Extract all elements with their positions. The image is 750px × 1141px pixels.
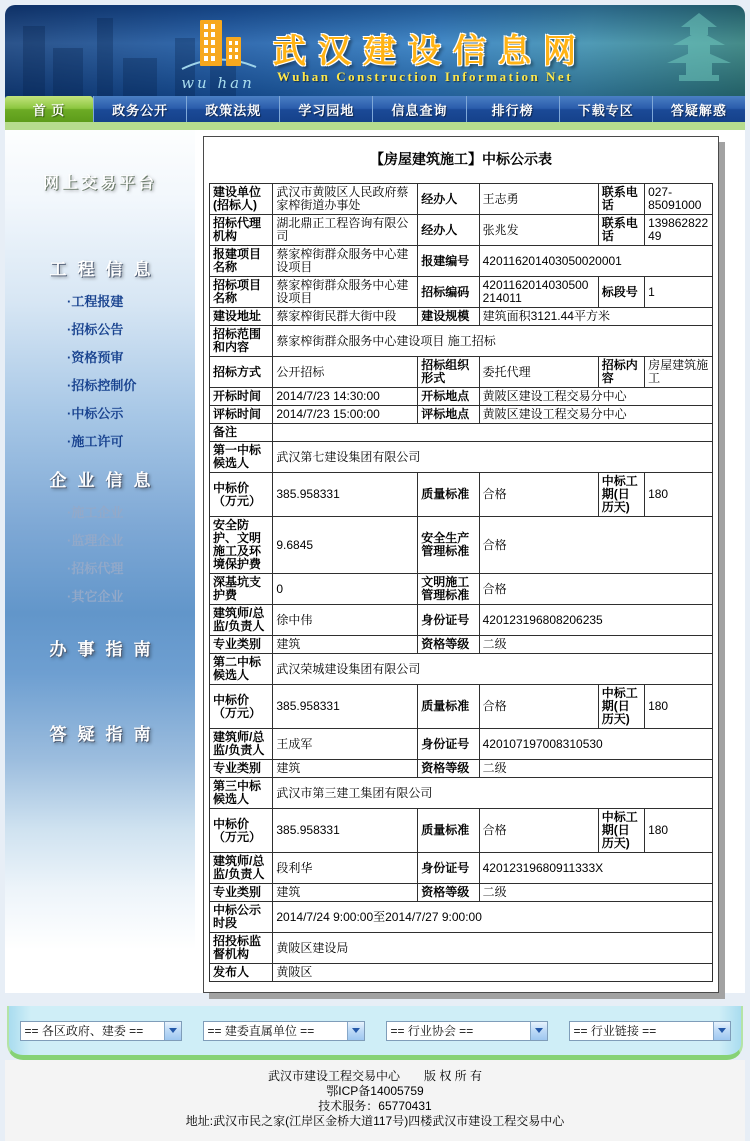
- table-value-cell: 蔡家榨街群众服务中心建设项目: [273, 277, 418, 308]
- nav-tab-6[interactable]: 排行榜: [466, 96, 559, 122]
- site-title: 武汉建设信息网: [273, 32, 588, 69]
- table-label-cell: 中标工期(日历天): [598, 473, 644, 517]
- table-row: [210, 809, 713, 853]
- sidebar-section: [5, 720, 195, 745]
- table-row: [210, 473, 713, 517]
- sidebar-link[interactable]: ·施工许可: [67, 434, 124, 449]
- link-dropdown-1[interactable]: [20, 1021, 182, 1041]
- table-value-cell: 段利华: [273, 853, 418, 884]
- table-value-cell: 合格: [479, 473, 598, 517]
- table-label-cell: 招标组织形式: [418, 357, 479, 388]
- table-row: [210, 853, 713, 884]
- table-label-cell: 招标项目名称: [210, 277, 273, 308]
- table-row: [210, 760, 713, 778]
- table-label-cell: 质量标准: [418, 809, 479, 853]
- table-row: [210, 605, 713, 636]
- sidebar-link[interactable]: ·中标公示: [67, 406, 124, 421]
- footer-line: 技术服务：65770431: [318, 1099, 432, 1113]
- sidebar-link[interactable]: ·监理企业: [67, 533, 124, 548]
- table-value-cell: 蔡家榨街民群大街中段: [273, 308, 418, 326]
- table-value-cell: 委托代理: [479, 357, 598, 388]
- table-value-cell: 2014/7/24 9:00:00至2014/7/27 9:00:00: [273, 902, 713, 933]
- table-row: [210, 442, 713, 473]
- table-label-cell: 质量标准: [418, 685, 479, 729]
- table-label-cell: 身份证号: [418, 853, 479, 884]
- nav-tab-7[interactable]: 下载专区: [559, 96, 652, 122]
- table-value-cell: 385.958331: [273, 685, 418, 729]
- table-value-cell: 武汉市黄陂区人民政府蔡家榨街道办事处: [273, 184, 418, 215]
- table-row: [210, 388, 713, 406]
- table-value-cell: 385.958331: [273, 473, 418, 517]
- table-value-cell: 武汉市第三建工集团有限公司: [273, 778, 713, 809]
- footer-line: 武汉市建设工程交易中心 版 权 所 有: [267, 1069, 482, 1083]
- table-label-cell: 身份证号: [418, 605, 479, 636]
- table-label-cell: 资格等级: [418, 636, 479, 654]
- table-value-cell: 合格: [479, 685, 598, 729]
- nav-tab-3[interactable]: 政策法规: [186, 96, 279, 122]
- sidebar-link[interactable]: ·其它企业: [67, 589, 124, 604]
- site-subtitle: Wuhan Construction Information Net: [277, 69, 574, 84]
- site-header: [5, 5, 745, 96]
- table-label-cell: 第一中标候选人: [210, 442, 273, 473]
- table-label-cell: 招标方式: [210, 357, 273, 388]
- page: [5, 0, 745, 1141]
- link-dropdown-2[interactable]: [203, 1021, 365, 1041]
- nav-tab-5[interactable]: 信息查询: [372, 96, 465, 122]
- table-label-cell: 招标编码: [418, 277, 479, 308]
- table-label-cell: 备注: [210, 424, 273, 442]
- table-label-cell: 安全防护、文明施工及环境保护费: [210, 517, 273, 574]
- table-value-cell: 黄陂区建设工程交易分中心: [479, 406, 712, 424]
- table-value-cell: 武汉第七建设集团有限公司: [273, 442, 713, 473]
- table-label-cell: 第三中标候选人: [210, 778, 273, 809]
- table-row: [210, 357, 713, 388]
- table-value-cell: 4201162014030500214011: [479, 277, 598, 308]
- site-logo: [173, 17, 263, 92]
- table-value-cell: 黄陂区建设工程交易分中心: [479, 388, 712, 406]
- table-label-cell: 安全生产管理标准: [418, 517, 479, 574]
- table-value-cell: 建筑面积3121.44平方米: [479, 308, 712, 326]
- table-label-cell: 专业类别: [210, 636, 273, 654]
- table-label-cell: 建设地址: [210, 308, 273, 326]
- table-value-cell: 黄陂区建设局: [273, 933, 713, 964]
- table-label-cell: 建设规模: [418, 308, 479, 326]
- table-label-cell: 经办人: [418, 184, 479, 215]
- table-label-cell: 开标时间: [210, 388, 273, 406]
- table-value-cell: 公开招标: [273, 357, 418, 388]
- table-label-cell: 招标范围和内容: [210, 326, 273, 357]
- table-value-cell: 420123196808206235: [479, 605, 712, 636]
- table-label-cell: 建筑师/总监/负责人: [210, 853, 273, 884]
- table-row: [210, 215, 713, 246]
- table-label-cell: 建设单位(招标人): [210, 184, 273, 215]
- table-row: [210, 902, 713, 933]
- table-label-cell: 招标内容: [598, 357, 644, 388]
- table-row: [210, 636, 713, 654]
- table-row: [210, 424, 713, 442]
- table-value-cell: 420116201403050020001: [479, 246, 712, 277]
- table-label-cell: 经办人: [418, 215, 479, 246]
- building-logo-icon: [176, 17, 260, 75]
- table-row: [210, 246, 713, 277]
- chevron-down-icon[interactable]: [347, 1022, 364, 1040]
- table-label-cell: 报建项目名称: [210, 246, 273, 277]
- table-value-cell: 武汉荣城建设集团有限公司: [273, 654, 713, 685]
- table-value-cell: 420107197008310530: [479, 729, 712, 760]
- footer-line: 地址:武汉市民之家(江岸区金桥大道117号)四楼武汉市建设工程交易中心: [185, 1114, 565, 1128]
- table-label-cell: 建筑师/总监/负责人: [210, 605, 273, 636]
- pagoda-icon: [663, 11, 735, 91]
- sidebar-link[interactable]: ·施工企业: [67, 505, 124, 520]
- table-row: [210, 654, 713, 685]
- nav-bar: [5, 96, 745, 122]
- table-value-cell: 2014/7/23 15:00:00: [273, 406, 418, 424]
- table-label-cell: 资格等级: [418, 884, 479, 902]
- table-value-cell: 二级: [479, 636, 712, 654]
- table-row: [210, 326, 713, 357]
- sidebar-section-title: 答疑指南: [49, 725, 162, 744]
- table-label-cell: 中标价（万元）: [210, 809, 273, 853]
- sidebar-sections: [5, 255, 195, 745]
- sidebar-link[interactable]: ·工程报建: [67, 294, 124, 309]
- table-value-cell: 1: [645, 277, 713, 308]
- table-value-cell: 13986282249: [645, 215, 713, 246]
- logo-script-text: wu han: [181, 74, 255, 92]
- notice-table: [209, 183, 713, 982]
- table-row: [210, 308, 713, 326]
- table-value-cell: 0: [273, 574, 418, 605]
- table-value-cell: 王成军: [273, 729, 418, 760]
- table-row: [210, 964, 713, 982]
- table-value-cell: 385.958331: [273, 809, 418, 853]
- table-label-cell: 开标地点: [418, 388, 479, 406]
- chevron-down-icon[interactable]: [164, 1022, 181, 1040]
- table-value-cell: 蔡家榨街群众服务中心建设项目 施工招标: [273, 326, 713, 357]
- table-value-cell: 王志勇: [479, 184, 598, 215]
- dropdown-selected-label: == 行业链接 ==: [573, 1024, 657, 1038]
- sidebar-section-title: 工程信息: [49, 260, 162, 279]
- table-label-cell: 联系电话: [598, 184, 644, 215]
- table-row: [210, 884, 713, 902]
- sidebar-link[interactable]: ·资格预审: [67, 350, 124, 365]
- table-value-cell: 180: [645, 473, 713, 517]
- sidebar-section-title: 办事指南: [49, 640, 162, 659]
- sidebar-link[interactable]: ·招标公告: [67, 322, 124, 337]
- table-row: [210, 933, 713, 964]
- table-value-cell: 张兆发: [479, 215, 598, 246]
- table-value-cell: 合格: [479, 574, 712, 605]
- sidebar-section-title: 企业信息: [49, 471, 162, 490]
- table-value-cell: 180: [645, 809, 713, 853]
- table-label-cell: 中标公示时段: [210, 902, 273, 933]
- sidebar: [5, 130, 195, 993]
- notice-box: [203, 136, 719, 993]
- table-row: [210, 184, 713, 215]
- table-value-cell: 建筑: [273, 636, 418, 654]
- main-panel: [195, 130, 745, 993]
- table-value-cell: 合格: [479, 517, 712, 574]
- link-band: [7, 1006, 743, 1060]
- table-label-cell: 报建编号: [418, 246, 479, 277]
- table-label-cell: 第二中标候选人: [210, 654, 273, 685]
- platform-title: 网上交易平台: [42, 175, 157, 192]
- table-row: [210, 277, 713, 308]
- sidebar-section: [5, 466, 195, 611]
- nav-tab-8[interactable]: 答疑解惑: [652, 96, 745, 122]
- table-label-cell: 中标工期(日历天): [598, 685, 644, 729]
- link-dropdown-3[interactable]: [386, 1021, 548, 1041]
- footer-text: [5, 1060, 745, 1141]
- table-value-cell: 黄陂区: [273, 964, 713, 982]
- table-title: 【房屋建筑施工】中标公示表: [370, 151, 552, 167]
- content-area: [5, 130, 745, 993]
- table-value-cell: 2014/7/23 14:30:00: [273, 388, 418, 406]
- table-label-cell: 中标工期(日历天): [598, 809, 644, 853]
- table-value-cell: 027-85091000: [645, 184, 713, 215]
- nav-tab-2[interactable]: 政务公开: [93, 96, 186, 122]
- table-value-cell: 二级: [479, 760, 712, 778]
- table-row: [210, 685, 713, 729]
- dropdown-selected-label: == 各区政府、建委 ==: [24, 1024, 144, 1038]
- table-value-cell: 42012319680911333X: [479, 853, 712, 884]
- table-value-cell: 徐中伟: [273, 605, 418, 636]
- table-label-cell: 专业类别: [210, 884, 273, 902]
- table-label-cell: 专业类别: [210, 760, 273, 778]
- table-label-cell: 发布人: [210, 964, 273, 982]
- table-value-cell: 二级: [479, 884, 712, 902]
- table-value-cell: 房屋建筑施工: [645, 357, 713, 388]
- table-value-cell: 蔡家榨街群众服务中心建设项目: [273, 246, 418, 277]
- table-label-cell: 招投标监督机构: [210, 933, 273, 964]
- table-row: [210, 517, 713, 574]
- table-label-cell: 中标价（万元）: [210, 685, 273, 729]
- table-label-cell: 质量标准: [418, 473, 479, 517]
- table-label-cell: 评标地点: [418, 406, 479, 424]
- footer-line: 鄂ICP备14005759: [326, 1084, 424, 1098]
- nav-tab-1[interactable]: 首 页: [5, 96, 93, 122]
- table-label-cell: 资格等级: [418, 760, 479, 778]
- sidebar-section: [5, 635, 195, 660]
- table-label-cell: 建筑师/总监/负责人: [210, 729, 273, 760]
- table-label-cell: 招标代理机构: [210, 215, 273, 246]
- table-row: [210, 406, 713, 424]
- table-label-cell: 深基坑支护费: [210, 574, 273, 605]
- table-label-cell: 评标时间: [210, 406, 273, 424]
- table-row: [210, 574, 713, 605]
- notice-table-body: [210, 184, 713, 982]
- table-label-cell: 联系电话: [598, 215, 644, 246]
- nav-tab-4[interactable]: 学习园地: [279, 96, 372, 122]
- table-value-cell: [273, 424, 713, 442]
- table-label-cell: 身份证号: [418, 729, 479, 760]
- table-value-cell: 建筑: [273, 760, 418, 778]
- table-value-cell: 9.6845: [273, 517, 418, 574]
- table-row: [210, 778, 713, 809]
- table-value-cell: 180: [645, 685, 713, 729]
- dropdown-selected-label: == 行业协会 ==: [390, 1024, 474, 1038]
- table-row: [210, 729, 713, 760]
- sidebar-link[interactable]: ·招标代理: [67, 561, 124, 576]
- table-label-cell: 中标价（万元）: [210, 473, 273, 517]
- table-label-cell: 文明施工管理标准: [418, 574, 479, 605]
- chevron-down-icon[interactable]: [530, 1022, 547, 1040]
- chevron-down-icon[interactable]: [713, 1022, 730, 1040]
- table-label-cell: 标段号: [598, 277, 644, 308]
- table-value-cell: 建筑: [273, 884, 418, 902]
- table-value-cell: 合格: [479, 809, 598, 853]
- sidebar-link[interactable]: ·招标控制价: [67, 378, 137, 393]
- dropdown-selected-label: == 建委直属单位 ==: [207, 1024, 315, 1038]
- sidebar-section: [5, 255, 195, 456]
- green-strip: [5, 122, 745, 130]
- link-dropdown-4[interactable]: [569, 1021, 731, 1041]
- table-value-cell: 湖北鼎正工程咨询有限公司: [273, 215, 418, 246]
